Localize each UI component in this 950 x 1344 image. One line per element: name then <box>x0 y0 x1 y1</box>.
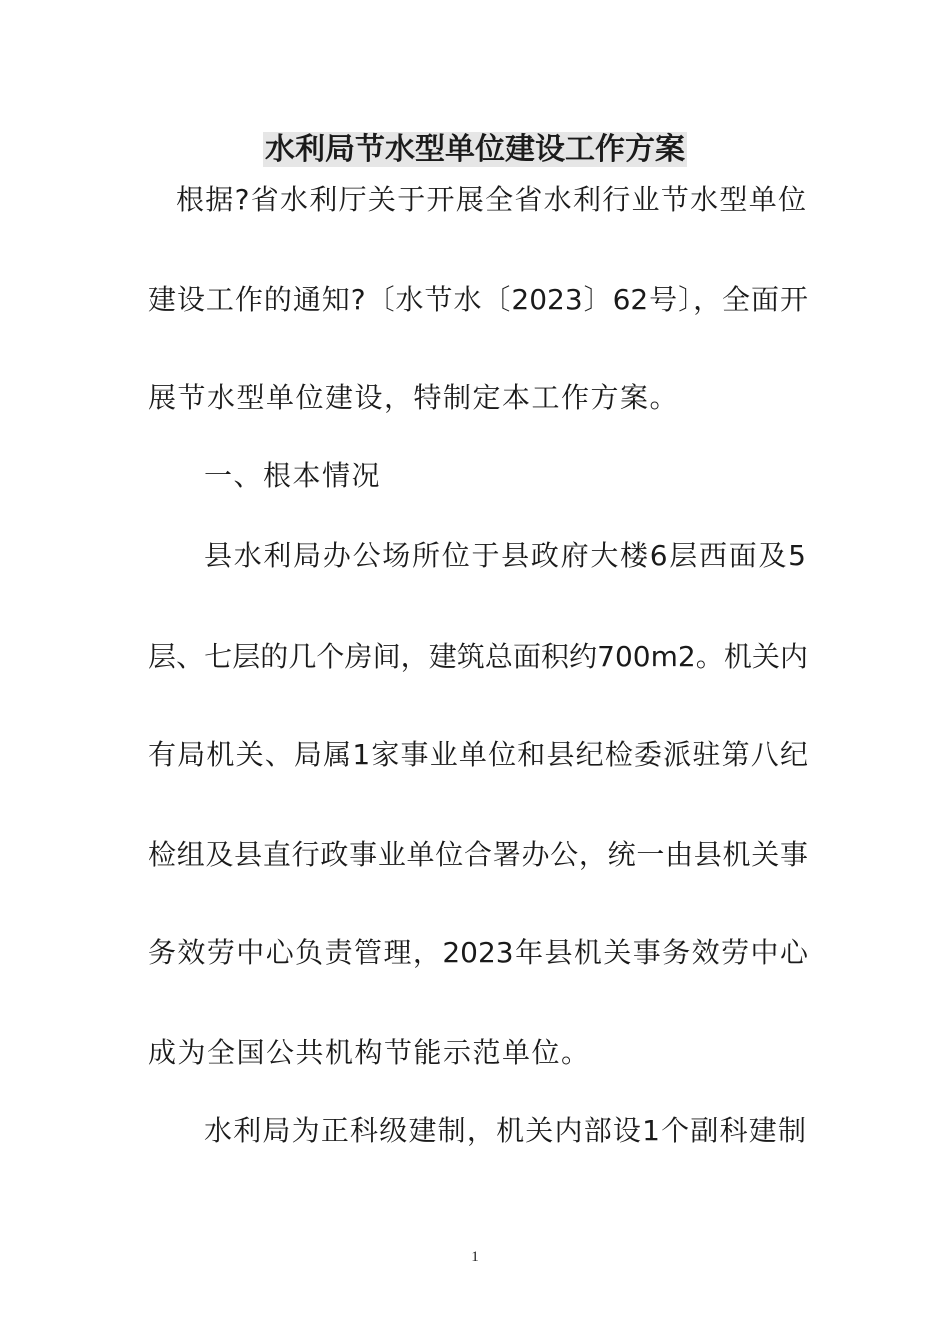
section-heading: 一、根本情况 <box>204 459 382 492</box>
body-line-2: 建设工作的通知?〔水节水〔2023〕62号〕，全面开 <box>148 283 808 316</box>
body-line-5: 县水利局办公场所位于县政府大楼6层西面及5 <box>204 539 806 572</box>
body-line-10: 成为全国公共机构节能示范单位。 <box>148 1036 591 1069</box>
body-line-9: 务效劳中心负责管理，2023年县机关事务效劳中心 <box>148 936 808 969</box>
body-line-3: 展节水型单位建设，特制定本工作方案。 <box>148 381 680 414</box>
document-title <box>0 130 950 170</box>
body-line-7: 有局机关、局属1家事业单位和县纪检委派驻第八纪 <box>148 738 808 771</box>
body-line-11: 水利局为正科级建制，机关内部设1个副科建制 <box>204 1114 806 1147</box>
body-line-6: 层、七层的几个房间，建筑总面积约700m2。机关内 <box>148 640 808 673</box>
document-title-text: 水利局节水型单位建设工作方案 <box>265 132 685 167</box>
page-number: 1 <box>471 1249 479 1265</box>
body-line-8: 检组及县直行政事业单位合署办公，统一由县机关事 <box>148 838 808 871</box>
body-line-1: 根据?省水利厅关于开展全省水利行业节水型单位 <box>176 183 806 216</box>
